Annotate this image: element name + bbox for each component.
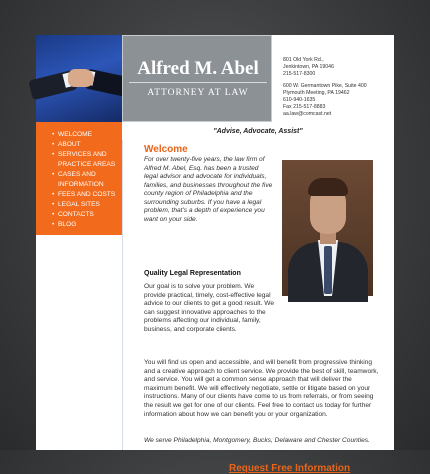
nav-item-about[interactable]: • ABOUT [52,141,81,148]
phone-line: 610-940-1635 [283,97,316,104]
welcome-heading: Welcome [144,144,188,155]
nav-item-cases[interactable]: • CASES AND [52,171,96,178]
sidebar-nav [36,122,122,235]
email-link[interactable]: aa.law@comcast.net [283,111,332,118]
fax-line: Fax 215-517-8883 [283,104,326,111]
request-info-link[interactable]: Request Free Information [229,463,351,474]
nav-item-legal-sites[interactable]: • LEGAL SITES [52,201,100,208]
title-divider [129,82,267,83]
serve-paragraph: We serve Philadelphia, Montgomery, Bucks, Delaware and Chester Counties. [144,437,370,444]
nav-item-services[interactable]: • SERVICES AND [52,151,107,158]
nav-item-contacts[interactable]: • CONTACTS [52,211,94,218]
nav-item-welcome[interactable]: • WELCOME [52,131,93,138]
nav-item-fees[interactable]: • FEES AND COSTS [52,191,116,198]
nav-item-services-cont[interactable]: PRACTICE AREAS [58,161,116,168]
nav-item-cases-cont[interactable]: INFORMATION [58,181,104,188]
motto: "Advise, Advocate, Assist" [213,128,303,135]
title-block [122,35,272,122]
address-line: Jenkintown, PA 19046 [283,64,334,71]
quality-heading: Quality Legal Representation [144,270,241,277]
firm-subtitle: ATTORNEY AT LAW [147,88,249,98]
firm-name: Alfred M. Abel [137,58,259,79]
nav-item-blog[interactable]: • BLOG [52,221,77,228]
contact-address [283,57,393,119]
goal-paragraph: Our goal is to solve your problem. We provide practical, timely, cost-effective legal advice to our clients to get a good result. We can suggest innovative approaches to the problems affecting our individual, family, business, and corporate clients. [144,283,274,333]
attorney-portrait [282,160,373,296]
handshake-image [36,35,122,122]
open-paragraph: You will find us open and accessible, and will benefit from progressive thinking and a creative approach to client service. We provide the best of skill, teamwork, and service. You will get a common sense approach that will deliver the maximum benefit. We will effectively negotiate, settle or litigate based on your instructions. Many of our clients have come to us from referrals, or from seeing the result we get for one of our clients. Feel free to contact us today for further information about how we can benefit you or your organization. [144,359,379,418]
page-frame [36,35,394,474]
address-line: 600 W. Germantown Pike, Suite 400 [283,82,367,89]
intro-paragraph: For over twenty-five years, the law firm of Alfred M. Abel, Esq. has been a trusted legal advisor and advocate for individuals, families, and businesses throughout the five county region of Philadelphia and the surrounding suburbs. If you have a legal problem, that's a depth of experience you want on your side. [144,156,273,223]
main-content [122,140,394,474]
phone-line: 215-517-8300 [283,71,316,78]
address-line: Plymouth Meeting, PA 19462 [283,89,350,96]
address-line: 801 Old York Rd., [283,57,324,63]
